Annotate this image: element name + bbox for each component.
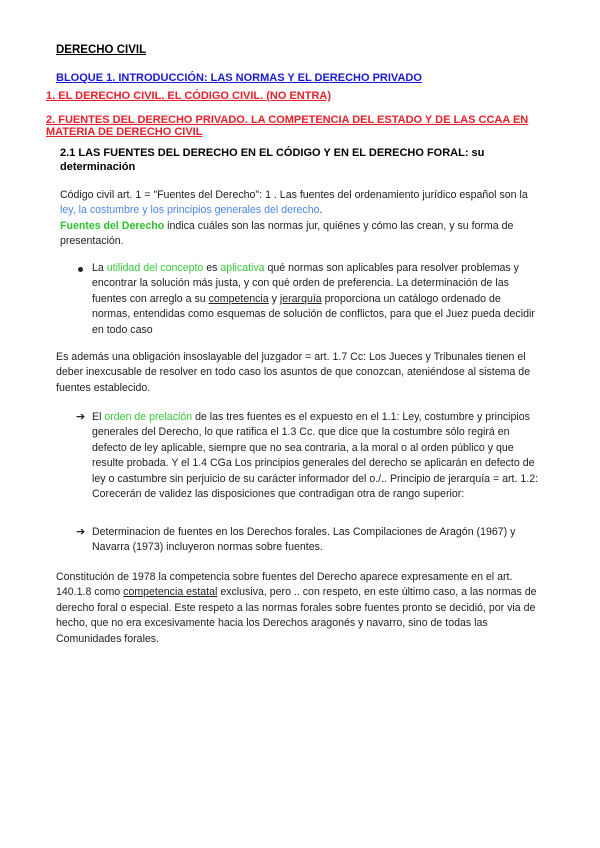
arrow-item-orden-prelacion bbox=[92, 410, 540, 502]
block-heading: BLOQUE 1. INTRODUCCIÓN: LAS NORMAS Y EL DERECHO PRIVADO bbox=[56, 72, 422, 84]
section-1-heading bbox=[46, 90, 331, 102]
arrow-right-icon: ➔ bbox=[76, 411, 86, 423]
text: Código civil art. 1 = "Fuentes del Derecho": 1 . Las fuentes del ordenamiento jurídico español son la bbox=[60, 189, 528, 201]
paragraph-constitucion bbox=[56, 570, 544, 647]
bullet-dot-icon bbox=[78, 267, 83, 272]
section-2-heading-line1: 2. FUENTES DEL DERECHO PRIVADO. LA COMPETENCIA DEL ESTADO Y DE LAS CCAA EN bbox=[46, 114, 529, 126]
text-underlined: competencia bbox=[208, 292, 269, 305]
text-highlight-green: Fuentes del Derecho bbox=[60, 219, 165, 232]
text-highlight-green: orden de prelación bbox=[104, 411, 193, 423]
text: . bbox=[319, 204, 323, 217]
text: Constitución de 1978 la competencia sobre fuentes del Derecho aparece expresamente en el art. 140.1.8 como bbox=[56, 571, 513, 599]
arrow-right-icon: ➔ bbox=[76, 526, 86, 538]
bullet-item-utilidad bbox=[92, 261, 540, 338]
text-highlight-blue: ley, la costumbre y los principios generales del derecho bbox=[60, 204, 320, 217]
text-highlight-green: aplicativa bbox=[220, 262, 265, 274]
section-1-note: . (NO ENTRA) bbox=[260, 90, 332, 102]
section-2-1-heading-line2: determinación bbox=[60, 161, 136, 173]
section-2-heading-line2: MATERIA DE DERECHO CIVIL bbox=[46, 126, 203, 138]
text: qué normas son aplicables para resolver problemas y encontrar la solución más justa, y con qué orden de preferencia. La determinación de las fuentes con arreglo a su bbox=[92, 262, 519, 305]
text: es bbox=[203, 262, 221, 274]
text-underlined: competencia estatal bbox=[123, 586, 218, 599]
text: de las tres fuentes es el expuesto en el 1.1: Ley, costumbre y principios generales del Derecho, lo que ratifica el 1.3 Cc. que dice que la costumbre sólo regirá en defecto de ley aplicable, siempre que no sea contraria, a la moral o al orden público y que resulte probada. Y el 1.4 CGa Los principios generales del derecho se aplicarán en defecto de ley o castumbre sin perjuicio de su carácter informador del o./.. Principio de jerarquía = art. 1.2: Corecerán de validez las disposiciones que contradigan otra de rango superior: bbox=[92, 411, 539, 501]
text: La bbox=[92, 262, 107, 274]
text: indica cuáles son las normas jur, quiénes y cómo las crean, y su forma de presentación. bbox=[60, 219, 514, 248]
section-2-1-heading-line1: 2.1 LAS FUENTES DEL DERECHO EN EL CÓDIGO Y EN EL DERECHO FORAL: su bbox=[60, 147, 485, 159]
arrow-item-derechos-forales: Determinacion de fuentes en los Derechos forales. Las Compilaciones de Aragón (1967) y Navarra (1973) incluyeron normas sobre fuentes. bbox=[92, 526, 516, 554]
document-title: DERECHO CIVIL bbox=[56, 44, 147, 56]
paragraph-codigo-civil bbox=[60, 188, 540, 250]
text: y bbox=[268, 292, 280, 305]
text: exclusiva, pero .. con respeto, en este último caso, a las normas de derecho foral o especial. Este respeto a las normas forales sobre fuentes pronto se decidió, por via de hecho, que no era excesivamente hacia los Derechos aragonés y navarro, sino de todas las Comunidades forales. bbox=[56, 586, 537, 645]
text: proporciona un catálogo ordenado de normas, entendidas como esquemas de solución de conflictos, para que el Juez pueda decidir en todo caso bbox=[92, 292, 535, 336]
paragraph-obligacion: Es además una obligación insoslayable del juzgador = art. 1.7 Cc: Los Jueces y Tribunales tienen el deber inexcusable de resolver en todo caso los asuntos de que conozcan, ateniéndose al sistema de fuentes establecido. bbox=[56, 351, 531, 394]
text-highlight-green: utilidad del concepto bbox=[106, 262, 204, 274]
section-1-label: 1. EL DERECHO CIVIL. EL CÓDIGO CIVIL bbox=[46, 90, 261, 102]
text-underlined: jerarquía bbox=[279, 292, 322, 305]
text: El bbox=[92, 411, 105, 423]
